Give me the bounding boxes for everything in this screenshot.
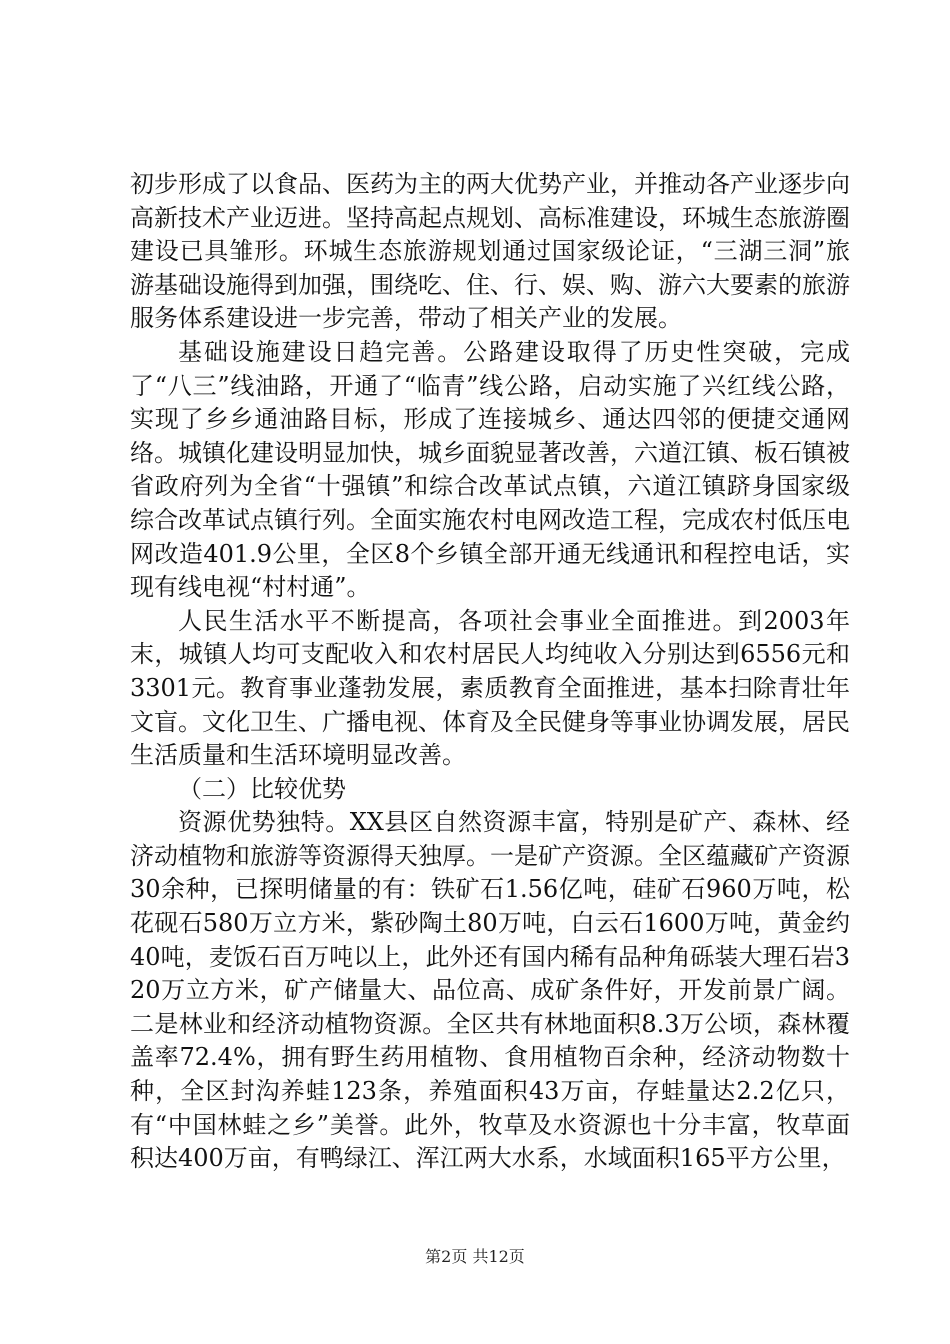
page-number-footer: 第2页 共12页 bbox=[425, 1247, 525, 1266]
section-heading-comparative-advantage: （二）比较优势 bbox=[178, 774, 346, 803]
paragraph-living-standards: 人民生活水平不断提高，各项社会事业全面推进。到2003年末，城镇人均可支配收入和农村居民人均纯收入分别达到6556元和3301元。教育事业蓬勃发展，素质教育全面推进，基本扫除青壮年文盲。文化卫生、广播电视、体育及全民健身等事业协调发展，居民生活质量和生活环境明显改善。 bbox=[130, 606, 850, 770]
paragraph-resources: 资源优势独特。XX县区自然资源丰富，特别是矿产、森林、经济动植物和旅游等资源得天独厚。一是矿产资源。全区蕴藏矿产资源30余种，已探明储量的有：铁矿石1.56亿吨，硅矿石960万吨，松花砚石580万立方米，紫砂陶土80万吨，白云石1600万吨，黄金约40吨，麦饭石百万吨以上，此外还有国内稀有品种角砾装大理石岩320万立方米，矿产储量大、品位高、成矿条件好，开发前景广阔。二是林业和经济动植物资源。全区共有林地面积8.3万公顷，森林覆盖率72.4%，拥有野生药用植物、食用植物百余种，经济动物数十种，全区封沟养蛙123条，养殖面积43万亩，存蛙量达2.2亿只，有“中国林蛙之乡”美誉。此外，牧草及水资源也十分丰富，牧草面积达400万亩，有鸭绿江、浑江两大水系，水域面积165平方公里， bbox=[130, 808, 850, 1173]
paragraph-industry: 初步形成了以食品、医药为主的两大优势产业，并推动各产业逐步向高新技术产业迈进。坚持高起点规划、高标准建设，环城生态旅游圈建设已具雏形。环城生态旅游规划通过国家级论证，“三湖三洞”旅游基础设施得到加强，围绕吃、住、行、娱、购、游六大要素的旅游服务体系建设进一步完善，带动了相关产业的发展。 bbox=[130, 170, 850, 333]
paragraph-infrastructure: 基础设施建设日趋完善。公路建设取得了历史性突破，完成了“八三”线油路，开通了“临青”线公路，启动实施了兴红线公路，实现了乡乡通油路目标，形成了连接城乡、通达四邻的便捷交通网络。城镇化建设明显加快，城乡面貌显著改善，六道江镇、板石镇被省政府列为全省“十强镇”和综合改革试点镇，六道江镇跻身国家级综合改革试点镇行列。全面实施农村电网改造工程，完成农村低压电网改造401.9公里，全区8个乡镇全部开通无线通讯和程控电话，实现有线电视“村村通”。 bbox=[130, 337, 850, 602]
document-body bbox=[130, 168, 850, 1176]
